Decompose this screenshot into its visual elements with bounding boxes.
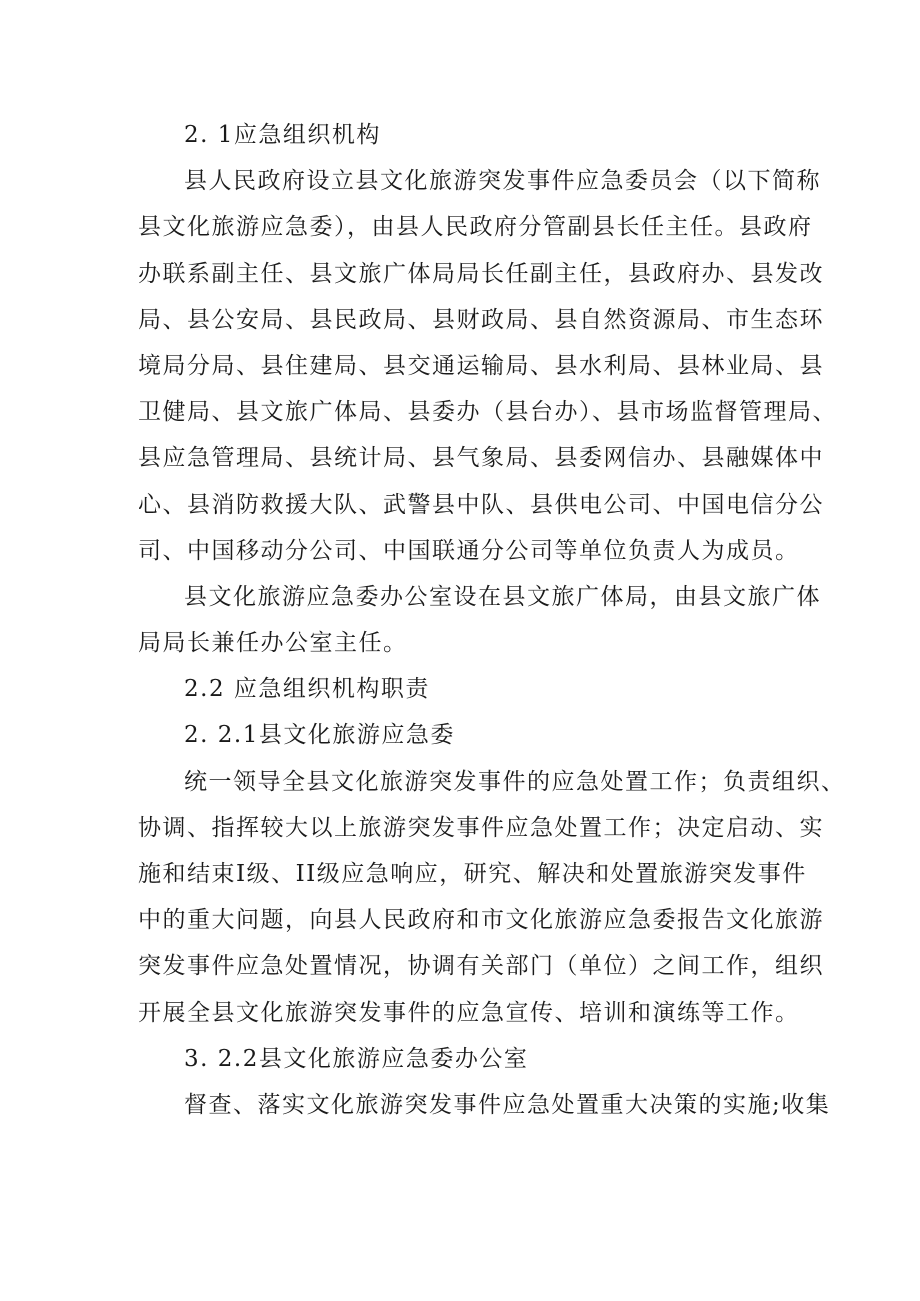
paragraph-line: 县文化旅游应急委办公室设在县文旅广体局，由县文旅广体 <box>184 583 821 610</box>
paragraph-line: 司、中国移动分公司、中国联通分公司等单位负责人为成员。 <box>138 537 800 564</box>
paragraph-line: 县人民政府设立县文化旅游突发事件应急委员会（以下简称 <box>184 168 821 195</box>
paragraph-line: 局、县公安局、县民政局、县财政局、县自然资源局、市生态环 <box>138 306 824 333</box>
paragraph-line: 督查、落实文化旅游突发事件应急处置重大决策的实施;收集 <box>184 1091 831 1118</box>
section-heading-2-1: 2. 1应急组织机构 <box>184 122 381 148</box>
paragraph-line: 办联系副主任、县文旅广体局局长任副主任，县政府办、县发改 <box>138 260 824 287</box>
paragraph-line: 局局长兼任办公室主任。 <box>138 630 408 657</box>
section-heading-3-2-2: 3. 2.2县文化旅游应急委办公室 <box>184 1045 529 1072</box>
paragraph-line: 心、县消防救援大队、武警县中队、县供电公司、中国电信分公 <box>138 491 824 518</box>
paragraph-line: 统一领导全县文化旅游突发事件的应急处置工作；负责组织、 <box>184 768 846 795</box>
paragraph-line: 卫健局、县文旅广体局、县委办（县台办）、县市场监督管理局、 <box>138 399 837 426</box>
section-heading-2-2-1: 2. 2.1县文化旅游应急委 <box>184 722 455 749</box>
paragraph-line: 中的重大问题，向县人民政府和市文化旅游应急委报告文化旅游 <box>138 907 824 934</box>
paragraph-line: 施和结束Ⅰ级、II级应急响应，研究、解决和处置旅游突发事件 <box>138 861 807 887</box>
paragraph-line: 协调、指挥较大以上旅游突发事件应急处置工作；决定启动、实 <box>138 814 824 841</box>
paragraph-line: 县应急管理局、县统计局、县气象局、县委网信办、县融媒体中 <box>138 445 824 472</box>
paragraph-line: 境局分局、县住建局、县交通运输局、县水利局、县林业局、县 <box>138 352 824 379</box>
document-body <box>138 112 846 1128</box>
paragraph-line: 突发事件应急处置情况，协调有关部门（单位）之间工作，组织 <box>138 953 824 980</box>
paragraph-line: 县文化旅游应急委），由县人民政府分管副县长任主任。县政府 <box>138 214 813 241</box>
paragraph-line: 开展全县文化旅游突发事件的应急宣传、培训和演练等工作。 <box>138 999 800 1026</box>
section-heading-2-2: 2.2 应急组织机构职责 <box>184 676 430 703</box>
